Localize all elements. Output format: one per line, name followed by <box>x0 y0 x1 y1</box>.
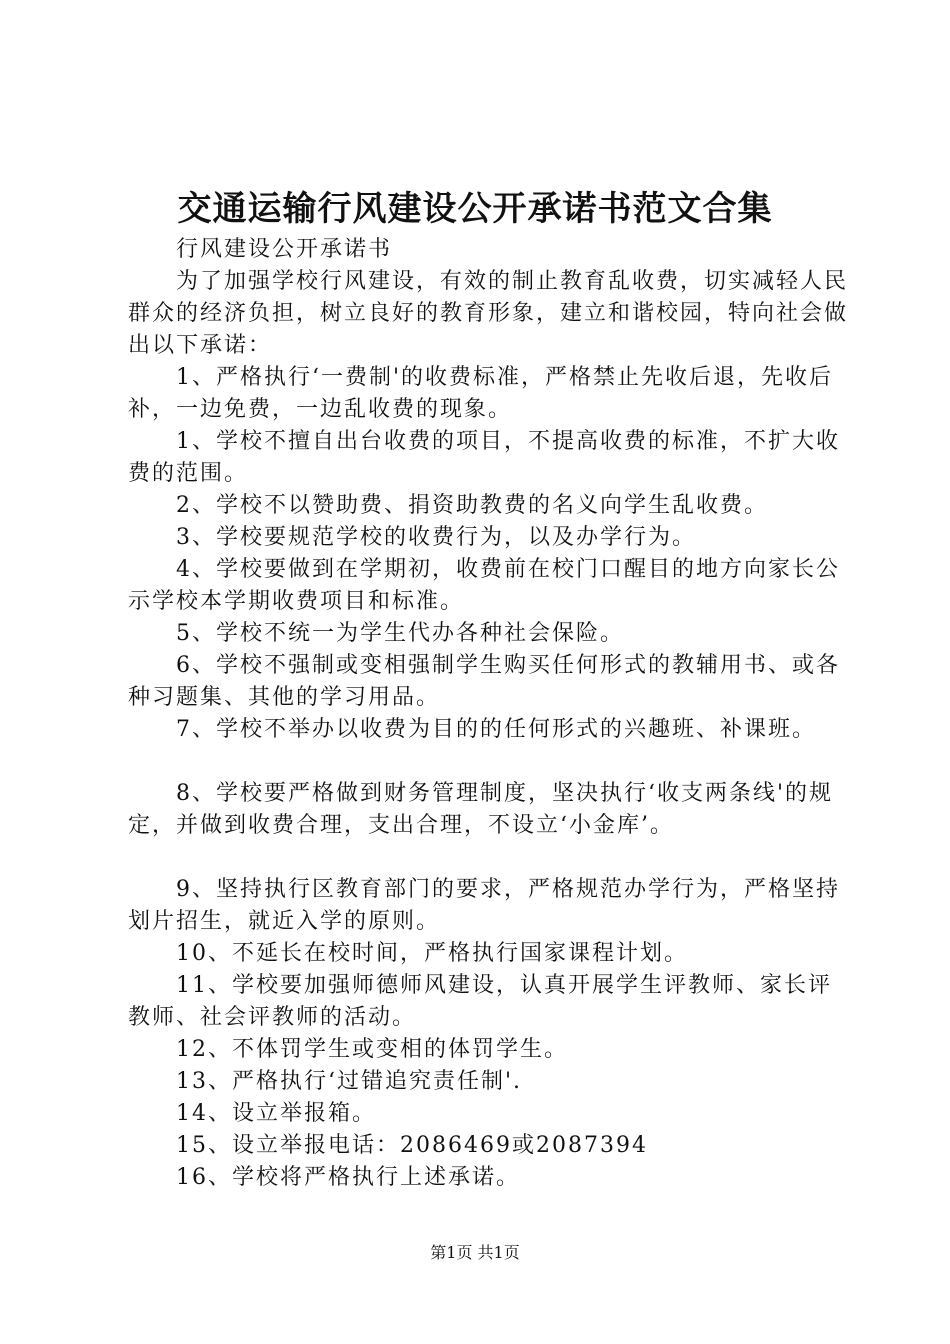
body-paragraph: 2、学校不以赞助费、捐资助教费的名义向学生乱收费。 <box>128 493 768 518</box>
body-paragraph: 5、学校不统一为学生代办各种社会保险。 <box>128 621 624 646</box>
body-paragraph: 11、学校要加强师德师风建设，认真开展学生评教师、家长评教师、社会评教师的活动。 <box>128 973 832 1030</box>
body-paragraph: 10、不延长在校时间，严格执行国家课程计划。 <box>128 941 688 966</box>
body-paragraph: 7、学校不举办以收费为目的的任何形式的兴趣班、补课班。 <box>128 717 816 742</box>
body-paragraph: 1、严格执行‘一费制'的收费标准，严格禁止先收后退，先收后补，一边免费，一边乱收费的现象。 <box>128 365 834 422</box>
document-title: 交通运输行风建设公开承诺书范文合集 <box>177 189 773 229</box>
page-footer: 第1页 共1页 <box>430 1243 520 1262</box>
body-paragraph: 4、学校要做到在学期初，收费前在校门口醒目的地方向家长公示学校本学期收费项目和标准。 <box>128 557 840 614</box>
body-paragraph: 15、设立举报电话：2086469或2087394 <box>128 1133 648 1158</box>
body-paragraph: 3、学校要规范学校的收费行为，以及办学行为。 <box>128 525 696 550</box>
body-paragraph: 14、设立举报箱。 <box>128 1101 376 1126</box>
body-paragraph: 为了加强学校行风建设，有效的制止教育乱收费，切实减轻人民群众的经济负担，树立良好的教育形象，建立和谐校园，特向社会做出以下承诺： <box>128 269 849 358</box>
body-paragraph: 8、学校要严格做到财务管理制度，坚决执行‘收支两条线'的规定，并做到收费合理，支出合理，不设立‘小金库’。 <box>128 781 834 838</box>
blank-line <box>128 746 850 778</box>
body-paragraph: 16、学校将严格执行上述承诺。 <box>128 1165 520 1190</box>
body-paragraph: 13、严格执行‘过错追究责任制'. <box>128 1069 523 1094</box>
blank-line <box>128 842 850 874</box>
body-paragraph: 9、坚持执行区教育部门的要求，严格规范办学行为，严格坚持划片招生，就近入学的原则。 <box>128 877 840 934</box>
body-paragraph: 行风建设公开承诺书 <box>128 237 393 262</box>
body-paragraph: 6、学校不强制或变相强制学生购买任何形式的教辅用书、或各种习题集、其他的学习用品。 <box>128 653 840 710</box>
body-paragraph: 12、不体罚学生或变相的体罚学生。 <box>128 1037 568 1062</box>
body-paragraph: 1、学校不擅自出台收费的项目，不提高收费的标准，不扩大收费的范围。 <box>128 429 840 486</box>
document-body <box>128 234 850 1194</box>
